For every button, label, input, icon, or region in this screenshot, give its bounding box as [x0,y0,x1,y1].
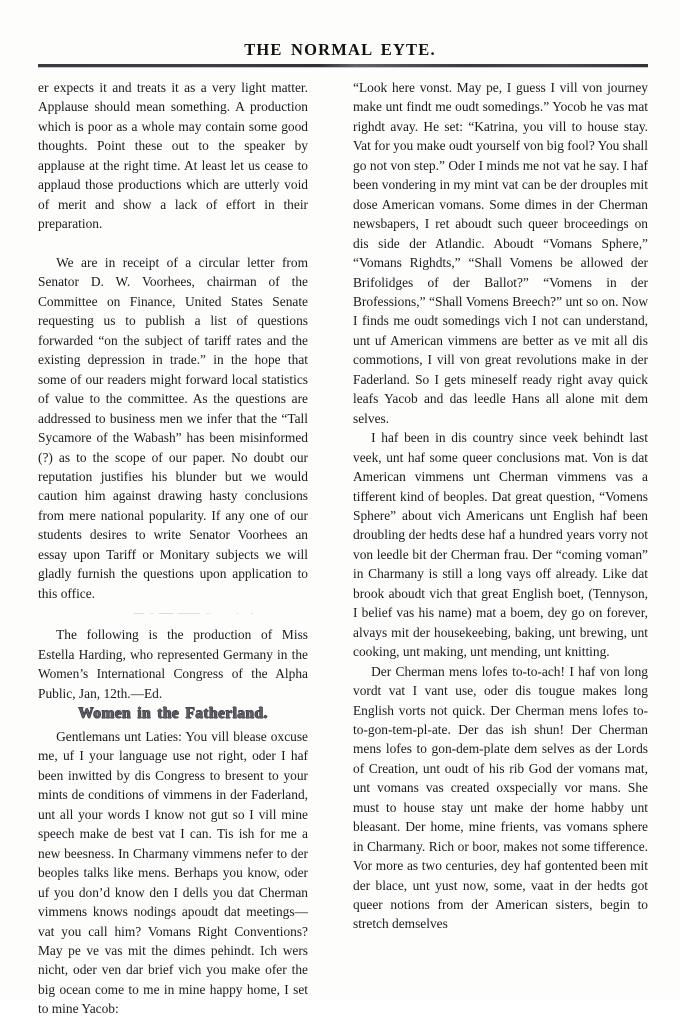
paragraph: “Look here vonst. May pe, I guess I vill von journey make unt findt me oudt somedings.” Yocob he vas mat righdt avay. He set: “Katrina, you vill to house stay. Vat for you make oudt yourself von big fool? You shall go not von step.” Oder I minds me not vat he say. I haf been vondering in my mint vat can be der drouples mit dose American vomans. Some dimes in der Cherman newsbapers, I ret aboudt such queer broceedings on dis side der Atlandic. Aboudt “Vomans Sphere,” “Vomans Righdts,” “Shall Vomens be allowed der Brifolidges of der Ballot?” “Vomens in der Brofessions,” “Shall Vomens Breech?” unt so on. Now I finds me oudt somedings vich I not can understand, unt uf American vimmens are better as ve mit all dis commotions, I vill von great revolutions make in der Faderland. So I gets mineself ready right avay quick leafs Yacob and das leedle Hans all alone mit dem selves. [353,80,648,426]
two-column-body [0,78,680,1017]
paragraph: We are in receipt of a circular letter from Senator D. W. Voorhees, chairman of the Committee on Finance, United States Senate requesting us to publish a list of questions forwarded “on the subject of tariff rates and the existing depression in trade.” in the hope that some of our readers might forward local statistics of value to the committee. As the questions are addressed to business men we infer that the “Tall Sycamore of the Wabash” has been misinformed (?) as to the scope of our paper. No doubt our reputation justifies his blunder but we would caution him against drawing hasty conclusions from mere national popularity. If any one of our students desires to write Senator Voorhees an essay upon Tariff or Monitary subjects we will gladly furnish the questions upon application to this office. [38,255,308,601]
article-title: Women in the Fatherland. [78,704,268,722]
right-column [340,78,680,934]
running-head: THE NORMAL EYTE. [244,40,436,59]
paragraph: Gentlemans unt Laties: You vill blease oxcuse me, uf I your language use not right, oder I haf been inwitted by dis Congress to bresent to your mints de conditions of vimmens in der Faderland, unt all your words I know not gut so I vill mine speech make de best vat I can. Tis ish for me a new beesness. In Charmany vimmens nefer to der beoples talks like mens. Berhaps you know, oder uf you don’d know den I dells you dat Cherman vimmens knows nodings apoudt dat meetings—vat you call him? Vomans Right Conventions? May pe ve vas mit the dimes pehindt. Ich wers nicht, oder ven dar brief vich you make ofer the big ocean come to me in mine happy home, I set to mine Yacob: [38,728,308,1017]
left-column [0,78,340,1019]
paragraph-gap [38,234,308,253]
section-divider [38,603,308,625]
paragraph: I haf been in dis country since veek behindt last veek, unt haf some queer conclusions mat. Von is dat American vimmens unt Cherman vimmens vas a tifferent kind of beoples. Dat great question, “Vomens Sphere” about vich Americans unt English haf been droubling der hedts dese haf a hundred years vorry not von leedle bit der Cherman frau. Der “coming voman” in Charmany is still a long vays off already. Like dat brook aboudt vich that great English boet, (Tennyson, I belief vas his name) mat a boem, dey go on forever, alvays mit der housekeebing, baking, unt brewing, unt cooking, unt making, unt mending, unt knitting. [353,430,648,660]
paragraph: er expects it and treats it as a very light matter. Applause should mean something. A production which is poor as a whole may contain some good thoughts. Point these out to the speaker by applause at the right time. At least let us cease to applaud those productions which are utterly void of merit and show a lack of effort in their preparation. [38,80,308,232]
editor-note: The following is the production of Miss Estella Harding, who represented Germany in the Women’s International Congress of the Alpha Public, Jan, 12th.—Ed. [38,627,308,701]
paragraph: Der Cherman mens lofes to-to-ach! I haf von long vordt vat I vant use, oder dis tougue makes long English vorts not quick. Der Cherman mens lofes to-to-gon-tem-pl-ate. Der das ish shun! Der Cherman mens lofes to gon-dem-plate dem selves as der Lords of Creation, unt oudt of his rib God der vomans mat, unt vomans vas created oxspecially vor mans. She must to house stay unt make der home habby unt bleasant. Der home, mine frients, vas vomans sphere in Charmany. Rich or boor, makes not some tifference. Vor more as two centuries, dey haf gontented been mit der blace, unt yust now, some, vaat in der hedts got queer notions from der American sisters, begin to stretch demselves [353,663,648,932]
header-rule [38,64,648,67]
